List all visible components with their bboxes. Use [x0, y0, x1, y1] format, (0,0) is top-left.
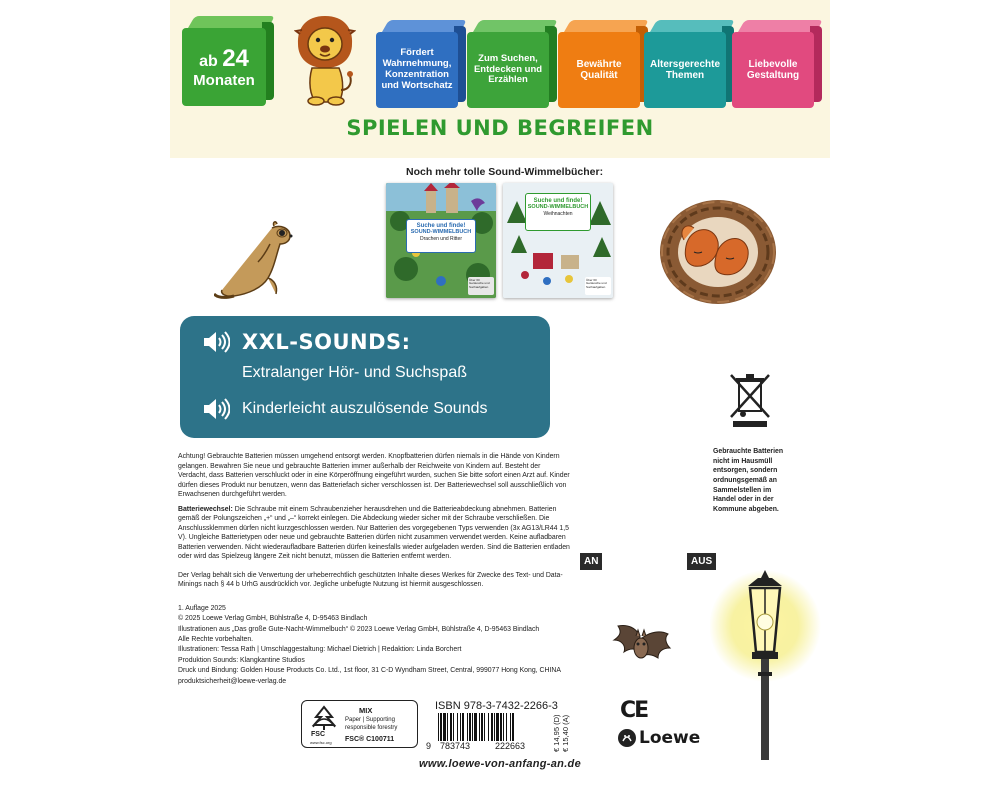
more-books-title: Noch mehr tolle Sound-Wimmelbücher: — [406, 166, 604, 178]
barcode-left-digits: 783743 — [440, 741, 471, 751]
barcode-bar — [462, 713, 464, 741]
switch-off-label: AUS — [687, 553, 716, 570]
book-cover-dragons[interactable] — [386, 183, 496, 298]
fsc-code: FSC® C100711 — [345, 736, 395, 743]
fsc-tree-icon — [310, 705, 338, 731]
barcode-bar — [474, 713, 477, 741]
barcode-bar — [438, 713, 439, 741]
feature-cube-label: Altersgerechte Themen — [644, 32, 726, 108]
barcode-bar — [453, 713, 454, 741]
imprint-line: produktsicherheit@loewe-verlag.de — [178, 677, 287, 685]
sound-row-2 — [202, 398, 488, 420]
sound-row-1 — [202, 330, 411, 354]
meerkat-illustration — [214, 214, 304, 304]
book-brand: Suche und finde! — [533, 198, 583, 204]
barcode-bar — [469, 713, 471, 741]
speaker-icon — [202, 331, 230, 353]
imprint-line: Illustrationen aus „Das große Gute-Nacht-Wimmelbuch“ © 2023 Loewe Verlag GmbH, Bühlstraße 4, D-95463 Bindlach — [178, 625, 540, 633]
battery-disposal-note: Gebrauchte Batterien nicht im Hausmüll entsorgen, sondern ordnungsgemäß an Sammelstellen im Handel oder in der Kommune abgeben. — [713, 448, 784, 513]
barcode-bar — [491, 713, 493, 741]
barcode-bar — [510, 713, 511, 741]
sound-box-line-2: Kinderleicht auszulösende Sounds — [242, 400, 488, 417]
barcode-bar — [472, 713, 473, 741]
imprint-line: Druck und Bindung: Golden House Products Co. Ltd., 1st floor, 31 C-D Wyndham Street, Central, 999077 Hong Kong, CHINA — [178, 667, 561, 675]
publisher-name: Loewe — [639, 728, 701, 748]
book-series: SOUND-WIMMELBUCH — [410, 229, 472, 235]
barcode-bar — [484, 713, 485, 741]
imprint-line: Alle Rechte vorbehalten. — [178, 636, 254, 644]
price-austria: € 15,40 (A) — [561, 714, 570, 752]
age-cube-face — [182, 28, 266, 106]
bat-illustration — [610, 622, 672, 672]
book-title-panel — [525, 193, 591, 231]
barcode-bar — [479, 713, 480, 741]
barcode-bar — [500, 713, 502, 741]
fsc-label — [301, 700, 418, 748]
book-title-panel — [406, 219, 476, 253]
book-subtitle: Weihnachten — [543, 211, 573, 217]
age-prefix: ab — [199, 52, 218, 70]
barcode-first-digit: 9 — [426, 741, 432, 751]
isbn: ISBN 978-3-7432-2266-3 — [435, 700, 558, 712]
fsc-mix: MIX — [359, 706, 373, 715]
sleeping-squirrels-nest-illustration — [656, 196, 780, 308]
book-sticker: Über 60 Geräusche und Suchaufgaben — [469, 278, 490, 289]
weee-crossed-bin-icon — [727, 373, 773, 429]
barcode-right-digits: 222663 — [495, 741, 526, 751]
battery-safety-text — [178, 452, 570, 595]
feature-cube-topics — [644, 20, 736, 108]
barcode-bar — [460, 713, 461, 741]
feature-cube-label: Zum Suchen, Entdecken und Erzählen — [467, 32, 549, 108]
book-sticker: Über 60 Geräusche und Suchaufgaben — [586, 278, 607, 289]
book-cover-christmas[interactable] — [503, 183, 613, 298]
age-number: 24 — [222, 44, 249, 72]
lion-illustration — [294, 12, 356, 106]
feature-cube-label: Fördert Wahrnehmung, Konzentration und Wortschatz — [376, 32, 458, 108]
street-lamp-illustration — [710, 560, 830, 760]
barcode-bar — [450, 713, 452, 741]
imprint — [178, 604, 570, 687]
text-data-mining-notice: Der Verlag behält sich die Verwertung der urheberrechtlich geschützten Inhalte dieses Werkes für Zwecke des Text- und Data-Minings nach § 44 b UrhG ausdrücklich vor. Jegliche unbefugte Nutzung ist hiermit ausgeschlossen. — [178, 571, 563, 589]
speaker-icon — [202, 398, 230, 420]
age-unit: Monaten — [193, 72, 255, 90]
website-url[interactable]: www.loewe-von-anfang-an.de — [418, 758, 581, 770]
battery-warning: Achtung! Gebrauchte Batterien müssen umgehend entsorgt werden. Knopfbatterien dürfen niemals in die Hände von Kindern gelangen. Bewahren Sie neue und gebrauchte Batterien immer außerhalb der Reichweite von Kindern auf. Besteht der Verdacht, dass Batterien verschluckt oder in eine Körperöffnung eingeführt wurden, suchen Sie bitte sofort einen Arzt auf. Kinder dürfen dieses Produkt nur benutzen, wenn das Batteriefach sicher verschlossen ist. Der Batteriewechsel soll ausschließlich von Erwachsenen durchgeführt werden. — [178, 453, 570, 499]
feature-cube-design — [732, 20, 824, 108]
sound-feature-box — [180, 316, 550, 438]
headline: SPIELEN UND BEGREIFEN — [346, 116, 654, 140]
barcode-bar — [512, 713, 514, 741]
barcode-bar — [443, 713, 446, 741]
barcode-bar — [494, 713, 495, 741]
sound-box-title: XXL-SOUNDS: — [242, 330, 411, 354]
book-series: SOUND-WIMMELBUCH — [527, 204, 589, 210]
feature-cube-discover — [467, 20, 559, 108]
feature-cube-quality — [558, 20, 650, 108]
imprint-line: Illustrationen: Tessa Rath | Umschlaggestaltung: Michael Dietrich | Redaktion: Linda Borchert — [178, 646, 462, 654]
barcode-bar — [457, 713, 458, 741]
price-germany: € 14,95 (D) — [552, 714, 561, 752]
book-back-cover — [170, 0, 830, 800]
barcode-bar — [440, 713, 442, 741]
battery-change-label: Batteriewechsel: — [178, 505, 233, 513]
publisher-logo — [617, 728, 700, 748]
book-subtitle: Drachen und Ritter — [420, 236, 462, 242]
sound-box-subtitle: Extralanger Hör- und Suchspaß — [242, 364, 467, 381]
barcode-bar — [496, 713, 499, 741]
age-cube — [182, 16, 278, 106]
barcode-bar — [503, 713, 504, 741]
barcode-bar — [467, 713, 468, 741]
lion-logo-icon — [617, 728, 637, 748]
ce-mark: CE — [620, 698, 648, 723]
battery-change-text: Die Schraube mit einem Schraubenzieher herausdrehen und die Batterieabdeckung abnehmen. Batterien gemäß der Polungszeichen „+“ und „–“ korrekt einlegen. Die Abdeckung wieder sicher mit der Schraube verschließen. Die Anschlussklemmen dürfen nicht kurzgeschlossen werden. Nur Batterien des vorgegebenen Typs verwenden (3x AG13/LR44 1,5 V). Ungleiche Batterietypen oder neue und gebrauchte Batterien dürfen nicht zusammen verwendet werden. Keine aufladbaren Batterien verwenden. Nicht wiederaufladbare Batterien dürfen keinesfalls wieder aufgeladen werden. Sind die Batterien entladen oder wird das Spielzeug längere Zeit nicht benutzt, müssen die Batterien entfernt werden. — [178, 505, 570, 561]
imprint-line: Produktion Sounds: Klangkantine Studios — [178, 656, 305, 664]
barcode — [436, 713, 546, 743]
fsc-url: www.fsc.org — [310, 740, 332, 745]
feature-cube-perception — [376, 20, 468, 108]
feature-cube-label: Liebevolle Gestaltung — [732, 32, 814, 108]
book-brand: Suche und finde! — [416, 223, 466, 229]
imprint-line: 1. Auflage 2025 — [178, 605, 226, 612]
barcode-bar — [447, 713, 448, 741]
fsc-text: Paper | Supporting responsible forestry — [345, 717, 398, 731]
barcode-bar — [488, 713, 489, 741]
fsc-acronym: FSC — [311, 731, 325, 738]
imprint-line: © 2025 Loewe Verlag GmbH, Bühlstraße 4, D-95463 Bindlach — [178, 615, 368, 623]
feature-cube-label: Bewährte Qualität — [558, 32, 640, 108]
barcode-bar — [481, 713, 483, 741]
switch-on-label: AN — [580, 553, 602, 570]
barcode-bar — [506, 713, 507, 741]
